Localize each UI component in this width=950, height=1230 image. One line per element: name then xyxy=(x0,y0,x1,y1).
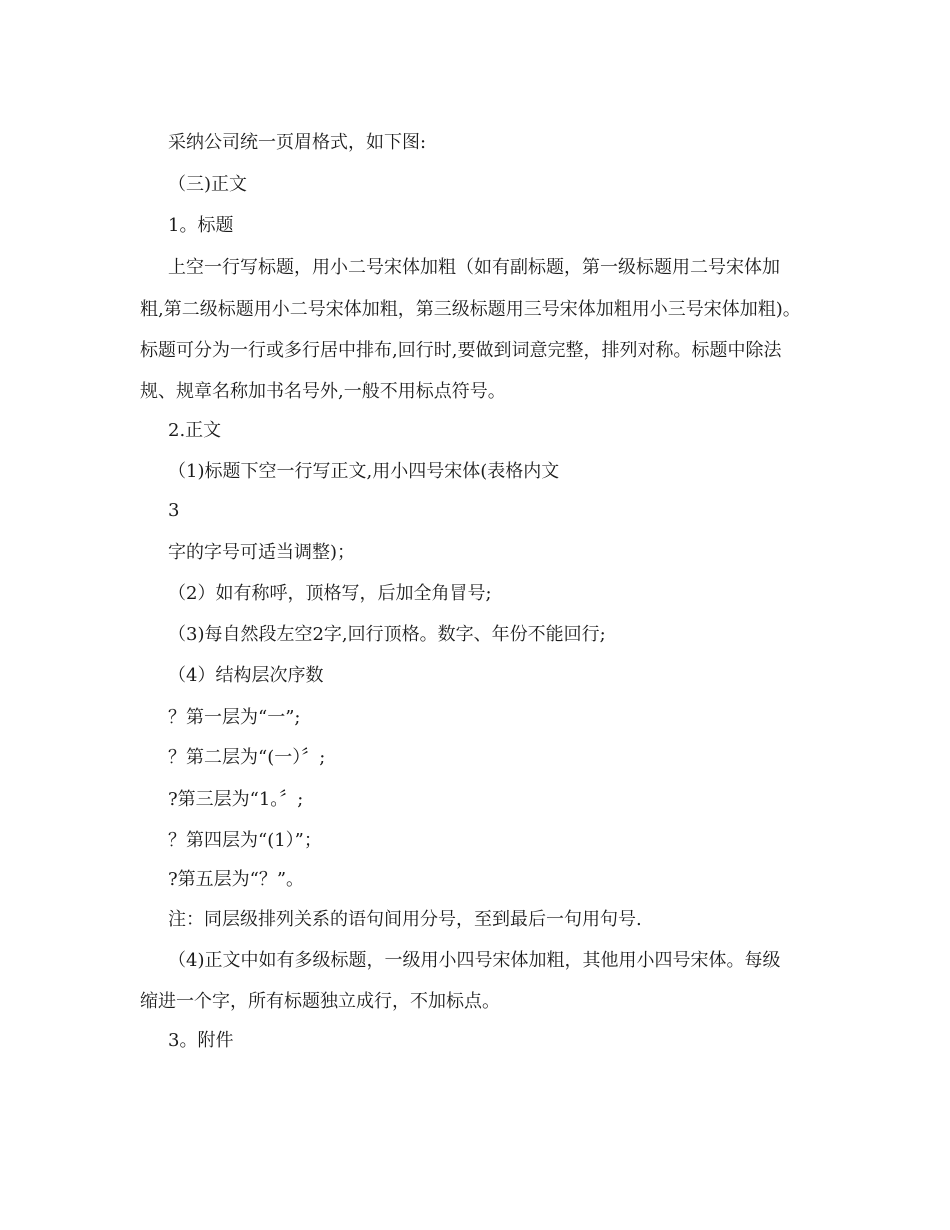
subsection-heading: 3。附件 xyxy=(168,1030,234,1051)
list-item: ？第二层为“(一）〞; xyxy=(168,747,326,768)
section-heading: （三)正文 xyxy=(168,174,248,195)
list-item: ？第四层为“(1）”； xyxy=(168,830,322,851)
paragraph-line: 粗,第二级标题用小二号宋体加粗，第三级标题用三号宋体加粗用小三号宋体加粗)。 xyxy=(140,299,801,320)
list-item: ?第三层为“1。〞; xyxy=(168,789,304,810)
paragraph-line: （1)标题下空一行写正文,用小四号宋体(表格内文 xyxy=(168,461,560,482)
paragraph-line: 标题可分为一行或多行居中排布,回行时,要做到词意完整，排列对称。标题中除法 xyxy=(140,340,782,361)
paragraph-line: 上空一行写标题，用小二号宋体加粗（如有副标题，第一级标题用二号宋体加 xyxy=(168,257,780,278)
paragraph-line: （2）如有称呼，顶格写，后加全角冒号; xyxy=(168,583,492,604)
list-item: ？第一层为“一”; xyxy=(168,707,301,728)
page-number: 3 xyxy=(168,500,180,521)
paragraph-line: 采纳公司统一页眉格式，如下图: xyxy=(168,132,427,153)
note-line: 注：同层级排列关系的语句间用分号，至到最后一句用句号. xyxy=(168,909,642,930)
paragraph-line: （3)每自然段左空2字,回行顶格。数字、年份不能回行; xyxy=(168,624,606,645)
list-item: ?第五层为“？”。 xyxy=(168,869,305,890)
subsection-heading: 1。标题 xyxy=(168,215,234,236)
subsection-heading: 2.正文 xyxy=(168,420,222,441)
paragraph-line: （4)正文中如有多级标题，一级用小四号宋体加粗，其他用小四号宋体。每级 xyxy=(168,950,781,971)
paragraph-line: 规、规章名称加书名号外,一般不用标点符号。 xyxy=(140,381,506,402)
paragraph-line: 字的字号可适当调整)； xyxy=(168,542,356,563)
paragraph-line: （4）结构层次序数 xyxy=(168,665,324,686)
paragraph-line: 缩进一个字，所有标题独立成行，不加标点。 xyxy=(140,991,500,1012)
